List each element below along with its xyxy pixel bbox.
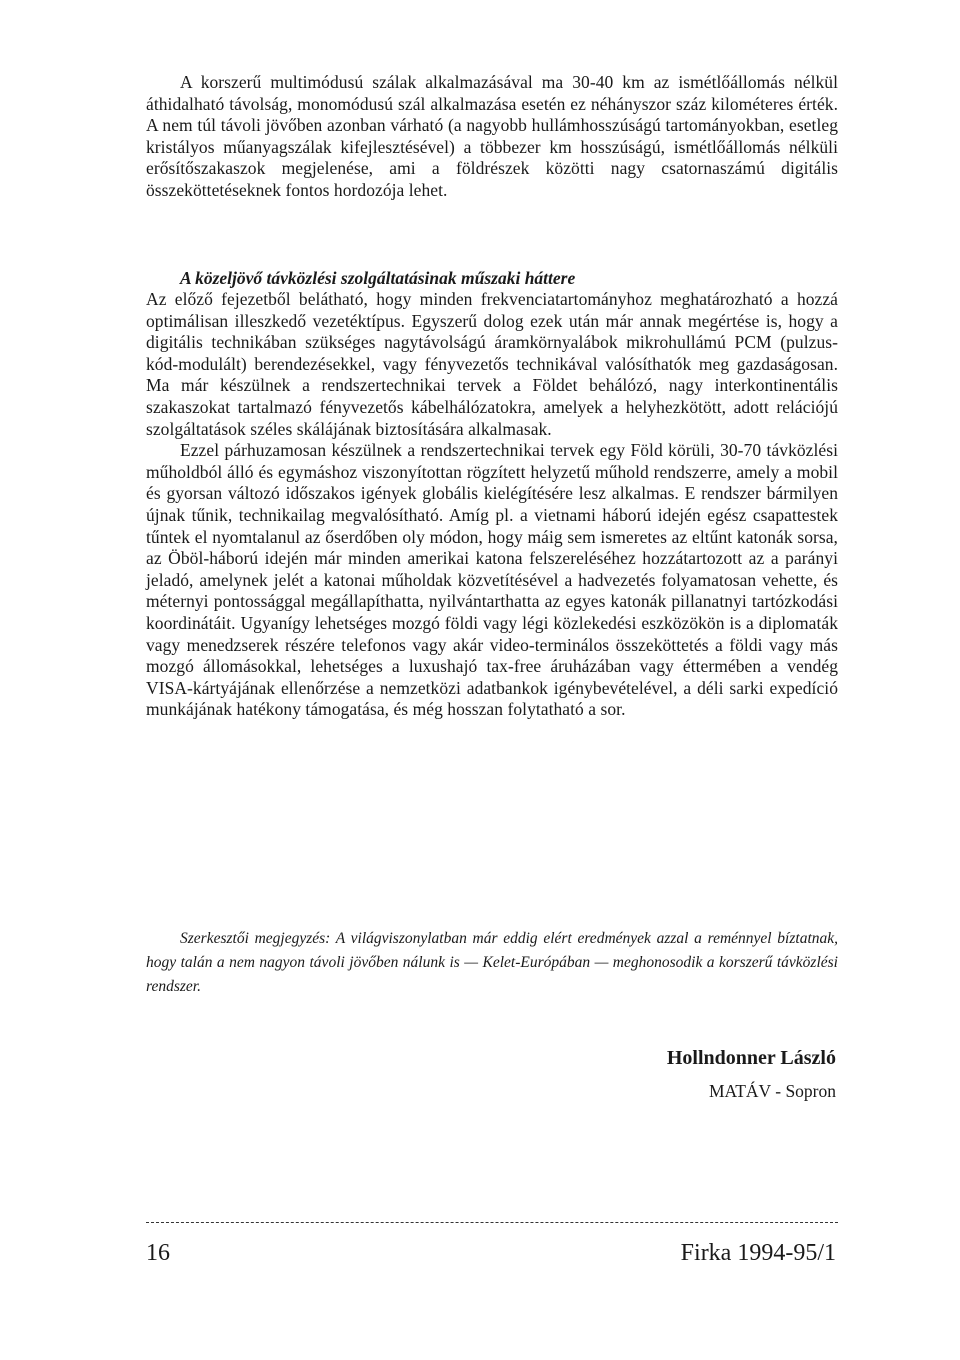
editor-note-text: Szerkesztői megjegyzés: A világviszonylatban már eddig elért eredmények azzal a reménnyel bíztatnak, hogy talán a nem nagyon távoli jövőben nálunk is — Kelet-Európában — meghonosodik a korszerű távközlési rendszer. [146,930,838,995]
section-heading: A közeljövő távközlési szolgáltatásinak műszaki háttere [180,268,576,288]
author-affiliation: MATÁV - Sopron [708,1081,836,1101]
paragraph-technical-background: Az előző fejezetből belátható, hogy minden frekvenciatartományhoz meghatározható a hozzá optimálisan illeszkedő vezetéktípus. Egyszerű dolog ezek után már annak megértése is, hogy a digitális technikában szükséges nagytávolságú áramkörnyalábok mikrohullámú PCM (pulzus-kód-modulált) berendezésekkel, vagy fényvezetős technikával valósíthatók meg gazdaságosan. Ma már készülnek a rendszertechnikai tervek a Földet behálózó, nagy interkontinentális szakaszokat tartalmazó fényvezetős kábelhálózatokra, amelyek a helyhezkötött, adott relációjú szolgáltatások széles skálájának biztosítására alkalmasak. [146,289,838,439]
editor-note [146,927,838,999]
author-name: Hollndonner László [666,1047,836,1069]
article-body-intro [146,72,838,202]
signature-block [667,1044,836,1104]
footer-divider [146,1222,838,1223]
journal-issue: Firka 1994-95/1 [680,1240,836,1266]
page-number: 16 [146,1240,170,1266]
paragraph-satellite-systems: Ezzel párhuzamosan készülnek a rendszertechnikai tervek egy Föld körüli, 30-70 távközlési műholdból álló és egymáshoz viszonyítottan rögzített helyzetű műhold rendszerre, amely a mobil és gyorsan változó időszakos igények globális kielégítésére lesz alkalmas. E rendszer bármilyen újnak tűnik, technikailag megvalósítható. Amíg pl. a vietnami háború idején egész csapattestek tűntek el nyomtalanul az őserdőben oly módon, hogy máig sem ismeretes az eltűnt katonák sorsa, az Öböl-háború idején már minden amerikai katona felszereléséhez hozzátartozott az a parányi jeladó, amelynek jelét a katonai műholdak közvetítésével a hadvezetés folyamatosan vehette, és méternyi pontossággal megállapíthatta, nyilvántarthatta az egyes katonák pillanatnyi tartózkodási koordinátáit. Ugyanígy lehetséges mozgó földi vagy légi közlekedési eszközökön is a diplomaták vagy menedzserek részére telefonos vagy akár video-terminálos összeköttetés a földi vagy más mozgó állomásokkal, lehetséges a luxushajó tax-free áruházában vagy éttermében a vendég VISA-kártyájának ellenőrzése a nemzetközi adatbankok igénybevételével, a déli sarki expedíció munkájának hatékony támogatása, és még hosszan folytatható a sor. [146,440,838,720]
article-body-main [146,289,838,721]
paragraph-intro: A korszerű multimódusú szálak alkalmazásával ma 30-40 km az ismétlőállomás nélkül áthidalható távolság, monomódusú szál alkalmazása esetén ez néhányszor száz kilométeres érték. A nem túl távoli jövőben azonban várható (a nagyobb hullámhosszúságú tartományokban, esetleg kristályos műanyagszálak kifejlesztésével) a többezer km hosszúságú, ismétlőállomás nélküli erősítőszakaszok megjelenése, ami a földrészek közötti nagy csatornaszámú digitális összeköttetéseknek fontos hordozója lehet. [146,72,838,200]
